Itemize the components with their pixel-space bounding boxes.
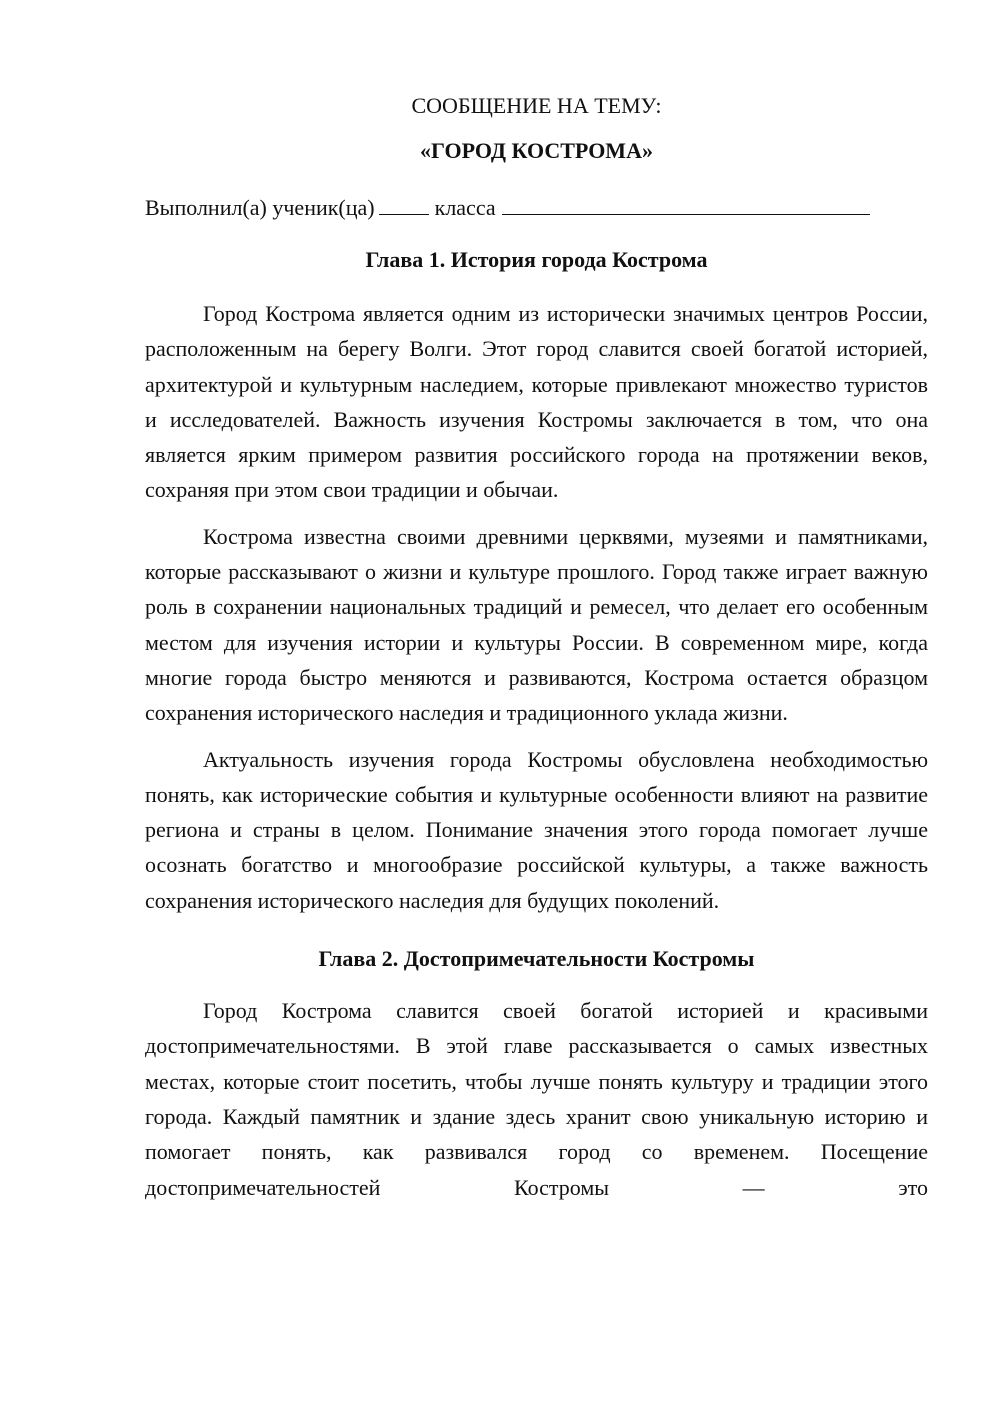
document-page [145, 90, 928, 1205]
chapter2-paragraph: Город Кострома славится своей богатой историей и красивыми достопримечательностями. В этой главе рассказывается о самых известных местах, которые стоит посетить, чтобы лучше понять культуру и традиции этого города. Каждый памятник и здание здесь хранит свою уникальную историю и помогает понять, как развивался город со временем. Посещение достопримечательностей Костромы — это [145, 998, 928, 1200]
author-prefix-label: Выполнил(а) ученик(ца) [145, 195, 375, 220]
author-line [145, 192, 928, 222]
class-word-label: класса [434, 195, 496, 220]
document-title-top: СООБЩЕНИЕ НА ТЕМУ: [411, 93, 662, 118]
chapter1-paragraph: Кострома известна своими древними церквями, музеями и памятниками, которые рассказывают о жизни и культуре прошлого. Город также играет важную роль в сохранении национальных традиций и ремесел, что делает его особенным местом для изучения истории и культуры России. В современном мире, когда многие города быстро меняются и развиваются, Кострома остается образцом сохранения исторического наследия и традиционного уклада жизни. [145, 523, 928, 726]
student-name-blank [502, 192, 870, 215]
chapter1-paragraph: Город Кострома является одним из исторически значимых центров России, расположенным на берегу Волги. Этот город славится своей богатой историей, архитектурой и культурным наследием, которые привлекают множество туристов и исследователей. Важность изучения Костромы заключается в том, что она является ярким примером развития российского города на протяжении веков, сохраняя при этом свои традиции и обычаи. [145, 301, 928, 503]
chapter1-paragraph: Актуальность изучения города Костромы обусловлена необходимостью понять, как исторические события и культурные особенности влияют на развитие региона и страны в целом. Понимание значения этого города помогает лучше осознать богатство и многообразие российской культуры, а также важность сохранения исторического наследия для будущих поколений. [145, 746, 928, 913]
document-title-main: «ГОРОД КОСТРОМА» [420, 138, 653, 163]
chapter2-heading: Глава 2. Достопримечательности Костромы [318, 946, 755, 972]
class-number-blank [379, 192, 429, 215]
chapter1-heading: Глава 1. История города Кострома [365, 247, 708, 272]
